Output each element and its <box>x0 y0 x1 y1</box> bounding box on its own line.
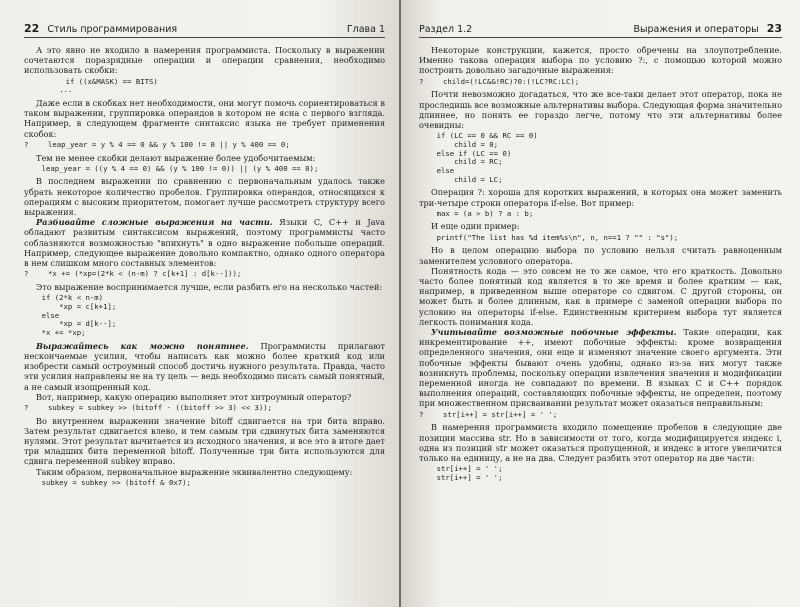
page-header <box>419 22 782 38</box>
paragraph: Тем не менее скобки делают выражение более удобочитаемым: <box>36 152 316 163</box>
question-mark: ? <box>24 402 29 412</box>
page-header <box>24 22 385 38</box>
code-text: if (LC == 0 && RC == 0) child = 0; else if (LC == 0) child = RC; else child = LC; <box>436 131 538 184</box>
code-block <box>24 78 385 95</box>
code-block <box>24 294 385 338</box>
paragraph: Даже если в скобках нет необходимости, они могут помочь сориентироваться в таком выражении, группировка операндов в котором не ясна с первого взгляда. Например, в следующем фрагменте синтаксис языка не требует применения скобок: <box>24 98 385 139</box>
paragraph: Операция ?: хороша для коротких выражений, в которых она может заменить три-четыре строки оператора if-else. Вот пример: <box>419 187 782 208</box>
paragraph-text: Такие операции, как инкрементирование ++, имеют побочные эффекты: кроме возвращения определенного значения, они еще и изменяют значение своего аргумента. Эти побочные эффекты бывают очень удобны, однако из-за них могут также возникнуть проблемы, поскольку операции извлечения значения и модификации переменной иногда не совпадают по времени. В языках C и C++ порядок выполнения операций, составляющих побочные эффекты, не определен, поэтому при множественном присваивании результат может оказаться неправильным: <box>419 326 782 409</box>
code-block <box>24 479 385 488</box>
paragraph <box>24 217 385 268</box>
code-block <box>419 234 782 243</box>
code-text: max = (a > b) ? a : b; <box>419 208 534 218</box>
code-text: printf("The list has %d item%s\n", n, n==1 ? "" : "s"); <box>419 232 679 242</box>
code-block-flagged <box>24 141 385 150</box>
code-text: child=(!LC&&!RC)?0:(!LC?RC:LC); <box>443 76 580 86</box>
paragraph <box>419 327 782 409</box>
paragraph <box>24 341 385 392</box>
paragraph: Вот, например, какую операцию выполняет этот хитроумный оператор? <box>36 391 352 402</box>
code-text: subkey = subkey >> (bitoff & 0x7); <box>24 477 191 487</box>
running-title: Выражения и операторы <box>633 24 759 35</box>
paragraph: Почти невозможно догадаться, что же все-таки делает этот оператор, пока не проследишь все возможные альтернативы выбора. Следующая форма значительно длиннее, но понять ее гораздо легче, потому что эти альтернативы более очевидны: <box>419 89 782 130</box>
code-text: leap_year = y % 4 == 0 && y % 100 != 0 || y % 400 == 0; <box>48 139 290 149</box>
rule-heading: Разбивайте сложные выражения на части. <box>36 217 273 228</box>
code-text: if ((x&MASK) == BITS) ... <box>59 76 158 95</box>
page-number: 22 <box>24 22 40 35</box>
paragraph: А это явно не входило в намерения программиста. Поскольку в выражении сочетаются поразрядные операции и операции сравнения, необходимо использовать скобки: <box>24 45 385 76</box>
code-block <box>419 132 782 184</box>
paragraph: Некоторые конструкции, кажется, просто обречены на злоупотребление. Именно такова операция выбора по условию ?:, с помощью которой можно построить довольно загадочные выражения: <box>419 45 782 76</box>
section-label: Раздел 1.2 <box>419 24 473 35</box>
question-mark: ? <box>419 409 424 419</box>
paragraph-text: Языки C, C++ и Java обладают развитым синтаксисом выражений, поэтому программисты часто соблазняются возможностью "впихнуть" в одно выражение побольше операций. Например, следующее выражение довольно компактно, однако одного оператора в нем слишком много составных элементов: <box>24 217 386 269</box>
code-block-flagged <box>419 411 782 420</box>
code-block-flagged <box>24 270 385 279</box>
paragraph-text: Программисты прилагают нескончаемые усилия, чтобы написать как можно более краткий код или изобрести самый остроумный способ достичь нужного результата. Правда, часто эти усилия направлены не на ту цель — ведь необходимо писать самый понятный, а не самый изощренный код. <box>24 340 385 392</box>
code-block <box>24 165 385 174</box>
code-text: if (2*k < n-m) *xp = c[k+1]; else *xp = d[k--]; *x += *xp; <box>41 293 117 337</box>
code-text: str[i++] = str[i++] = ' '; <box>443 409 558 419</box>
paragraph: Но в целом операцию выбора по условию нельзя считать равноценным заменителем условного оператора. <box>419 245 782 266</box>
code-text: subkey = subkey >> (bitoff - ((bitoff >> 3) << 3)); <box>48 402 273 412</box>
right-page <box>401 0 800 607</box>
paragraph: Во внутреннем выражении значение bitoff сдвигается на три бита вправо. Затем результат сдвигается влево, и тем самым три сдвинутых бита заменяются нулями. Этот результат вычитается из исходного значения, и все это в итоге дает три младших бита переменной bitoff. Полученные три бита используются для сдвига переменной subkey вправо. <box>24 415 385 467</box>
code-block-flagged <box>419 78 782 87</box>
code-block-flagged <box>24 404 385 413</box>
code-text: *x += (*xp=(2*k < (n-m) ? c[k+1] : d[k--])); <box>48 269 242 279</box>
code-block <box>419 210 782 219</box>
rule-heading: Учитывайте возможные побочные эффекты. <box>431 326 677 337</box>
page-number: 23 <box>766 22 782 35</box>
question-mark: ? <box>24 269 29 279</box>
question-mark: ? <box>24 139 29 149</box>
question-mark: ? <box>419 76 424 86</box>
chapter-label: Глава 1 <box>346 24 385 35</box>
code-block <box>419 465 782 482</box>
paragraph: В намерения программиста входило помещение пробелов в следующие две позиции массива str. Но в зависимости от того, когда модифицируется индекс i, одна из позиций str может оказаться пропущенной, и индекс в итоге увеличится только на единицу, а не на два. Следует разбить этот оператор на две части: <box>419 422 782 463</box>
paragraph: Понятность кода — это совсем не то же самое, что его краткость. Довольно часто более понятный код является в то же время и более кратким — как, например, в приведенном выше операторе со сдвигом. С другой стороны, он может быть и более длинным, как в примере с заменой операции выбора по условию на операторы if-else. Единственным критерием выбора тут является легкость понимания кода. <box>419 265 782 327</box>
paragraph: Таким образом, первоначальное выражение эквивалентно следующему: <box>36 466 353 477</box>
paragraph: Это выражение воспринимается лучше, если разбить его на несколько частей: <box>36 281 383 292</box>
code-text: leap_year = ((y % 4 == 0) && (y % 100 != 0)) || (y % 400 == 0); <box>24 163 319 173</box>
running-title: Стиль программирования <box>47 24 178 35</box>
paragraph: И еще один пример: <box>431 221 520 232</box>
code-text: str[i++] = ' '; str[i++] = ' '; <box>436 464 503 482</box>
rule-heading: Выражайтесь как можно понятнее. <box>36 340 249 351</box>
paragraph: В последнем выражении по сравнению с первоначальным удалось также убрать некоторое количество пробелов. Группировка операндов, относящихся к операциям с высоким приоритетом, помогает лучше рассмотреть структуру всего выражения. <box>24 176 385 218</box>
left-page <box>0 0 399 607</box>
